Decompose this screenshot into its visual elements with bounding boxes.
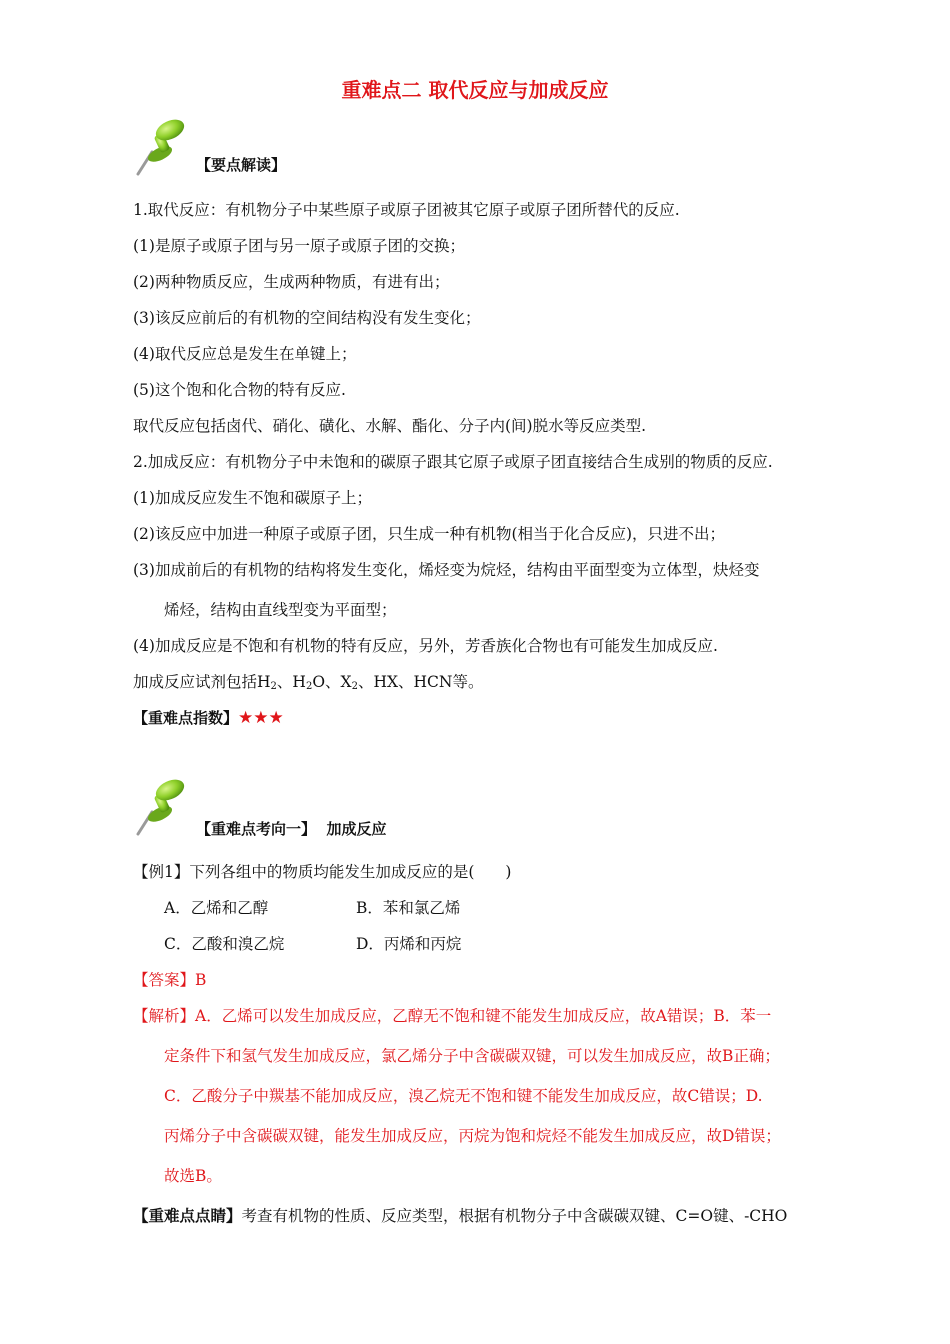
option-c: C．乙酸和溴乙烷 (164, 935, 285, 953)
paragraph-line: 1.取代反应：有机物分子中某些原子或原子团被其它原子或原子团所替代的反应. (133, 201, 680, 219)
reagents-line: 加成反应试剂包括$H_2$、$H_2O$、$X_2$、HX、HCN等。 (133, 673, 484, 692)
paragraph-line: 取代反应包括卤代、硝化、磺化、水解、酯化、分子内(间)脱水等反应类型. (133, 417, 647, 435)
analysis-line: 【解析】A．乙烯可以发生加成反应，乙醇无不饱和键不能发生加成反应，故A错误；B．苯一 (133, 1007, 772, 1025)
paragraph-line: (1)是原子或原子团与另一原子或原子团的交换； (133, 237, 465, 255)
section-heading-key-points: 【要点解读】 (196, 156, 287, 174)
example-question: 【例1】下列各组中的物质均能发生加成反应的是( ) (133, 863, 512, 881)
key-point-line: 【重难点点睛】考查有机物的性质、反应类型，根据有机物分子中含碳碳双键、C=O键、-CHO (133, 1207, 788, 1225)
page-title: 重难点二 取代反应与加成反应 (341, 78, 609, 102)
analysis-line: 丙烯分子中含碳碳双键，能发生加成反应，丙烷为饱和烷烃不能发生加成反应，故D错误； (164, 1127, 781, 1145)
paragraph-line: (5)这个饱和化合物的特有反应. (133, 381, 346, 399)
paragraph-line: (4)加成反应是不饱和有机物的特有反应，另外，芳香族化合物也有可能发生加成反应. (133, 637, 718, 655)
paragraph-line: (2)两种物质反应，生成两种物质，有进有出； (133, 273, 450, 291)
analysis-line: 故选B。 (164, 1167, 222, 1185)
analysis-line: 定条件下和氢气发生加成反应，氯乙烯分子中含碳碳双键，可以发生加成反应，故B正确； (164, 1047, 780, 1065)
star-rating: ★★★ (238, 708, 284, 728)
paragraph-line: (1)加成反应发生不饱和碳原子上； (133, 489, 372, 507)
paragraph-line: (3)加成前后的有机物的结构将发生变化，烯烃变为烷烃，结构由平面型变为立体型，炔烃变 (133, 561, 760, 579)
paragraph-line: 2.加成反应：有机物分子中未饱和的碳原子跟其它原子或原子团直接结合生成别的物质的反应. (133, 453, 773, 471)
paragraph-line: 烯烃，结构由直线型变为平面型； (164, 601, 397, 619)
option-d: D．丙烯和丙烷 (356, 935, 462, 953)
pushpin-icon (130, 116, 190, 178)
difficulty-index: 【重难点指数】★★★ (133, 708, 284, 728)
section-heading-direction-one: 【重难点考向一】 加成反应 (196, 820, 387, 838)
paragraph-line: (3)该反应前后的有机物的空间结构没有发生变化； (133, 309, 481, 327)
option-b: B．苯和氯乙烯 (356, 899, 461, 917)
paragraph-line: (4)取代反应总是发生在单键上； (133, 345, 357, 363)
answer: 【答案】B (133, 971, 207, 989)
option-a: A．乙烯和乙醇 (164, 899, 269, 917)
pushpin-icon (130, 776, 190, 838)
paragraph-line: (2)该反应中加进一种原子或原子团，只生成一种有机物(相当于化合反应)，只进不出； (133, 525, 726, 543)
analysis-line: C．乙酸分子中羰基不能加成反应，溴乙烷无不饱和键不能发生加成反应，故C错误；D. (164, 1087, 763, 1105)
